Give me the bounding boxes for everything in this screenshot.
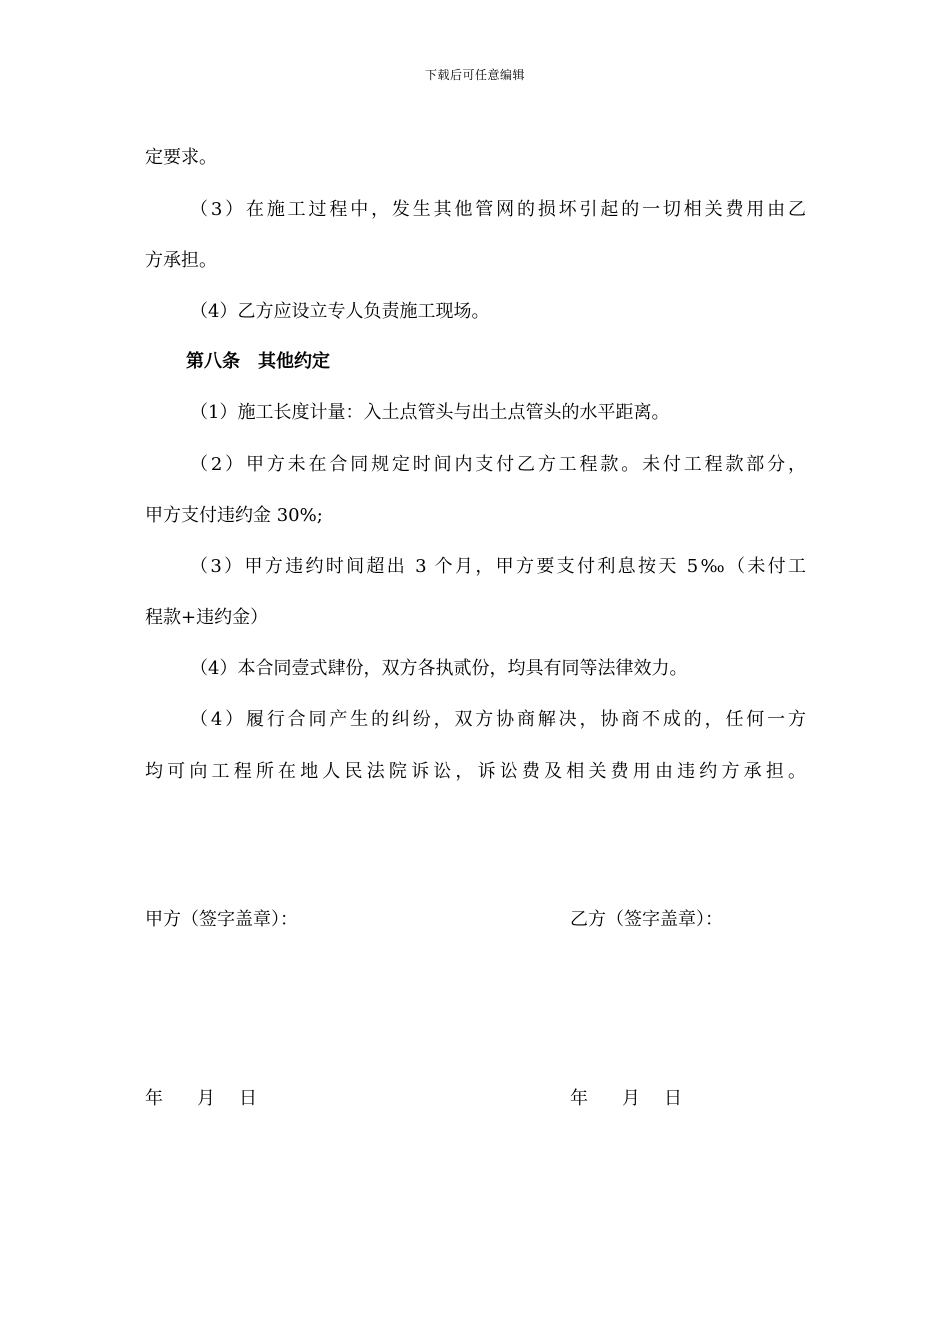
clause-8-2-line-2: 甲方支付违约金 30%; — [145, 505, 323, 526]
paragraph-continuation: 定要求。 — [145, 147, 217, 168]
date-month-label: 月 — [197, 1088, 215, 1109]
party-a-date — [145, 1087, 257, 1111]
clause-8-2-line-1: （2）甲方未在合同规定时间内支付乙方工程款。未付工程款部分， — [190, 454, 806, 475]
party-b-signature-label: 乙方（签字盖章）： — [570, 909, 723, 930]
clause-3-line-1: （3）在施工过程中，发生其他管网的损坏引起的一切相关费用由乙 — [190, 199, 806, 220]
clause-4: （4）乙方应设立专人负责施工现场。 — [190, 301, 490, 322]
date-day-label: 日 — [239, 1088, 257, 1109]
date-year-label: 年 — [570, 1088, 588, 1109]
section-title: 第八条 其他约定 — [186, 351, 330, 372]
clause-3-line-2: 方承担。 — [145, 250, 217, 271]
date-month-label: 月 — [622, 1088, 640, 1109]
date-year-label: 年 — [145, 1088, 163, 1109]
clause-8-4: （4）本合同壹式肆份，双方各执贰份，均具有同等法律效力。 — [190, 658, 688, 679]
clause-8-1: （1）施工长度计量：入土点管头与出土点管头的水平距离。 — [190, 402, 670, 423]
clause-8-5-line-2: 均可向工程所在地人民法院诉讼，诉讼费及相关费用由违约方承担。 — [145, 761, 806, 782]
date-day-label: 日 — [664, 1088, 682, 1109]
clause-8-3-line-1: （3）甲方违约时间超出 3 个月，甲方要支付利息按天 5‰（未付工 — [190, 556, 806, 577]
clause-8-3-line-2: 程款+违约金） — [145, 607, 269, 628]
party-b-date — [570, 1087, 682, 1111]
page-header: 下载后可任意编辑 — [424, 68, 525, 82]
party-a-signature-label: 甲方（签字盖章）： — [145, 909, 298, 930]
clause-8-5-line-1: （4）履行合同产生的纠纷，双方协商解决，协商不成的，任何一方 — [190, 709, 806, 730]
